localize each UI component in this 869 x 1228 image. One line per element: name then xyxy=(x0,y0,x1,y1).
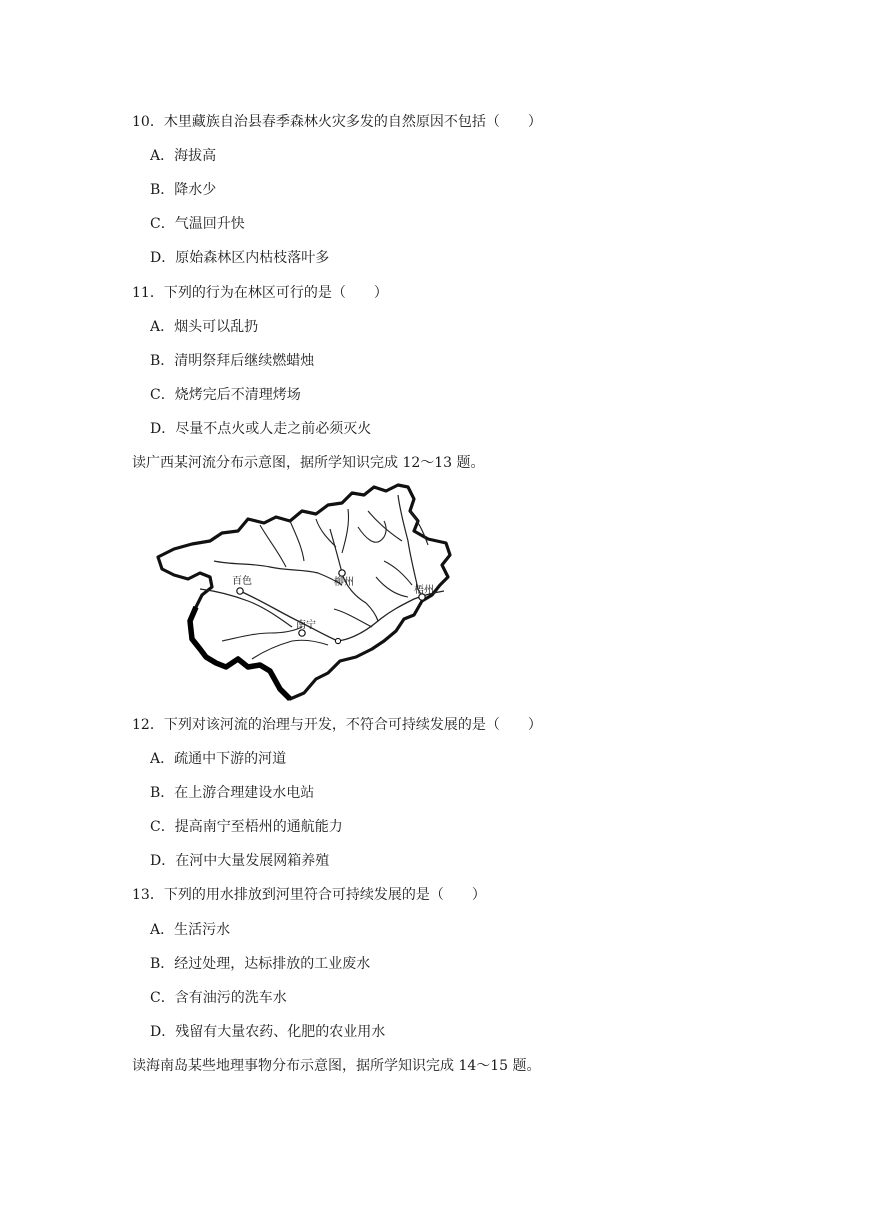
question-10-stem: 10．木里藏族自治县春季森林火灾多发的自然原因不包括（ ） xyxy=(132,114,542,130)
guangxi-river-map xyxy=(152,481,452,705)
city-label-baise: 百色 xyxy=(232,576,252,587)
river-zuojiang xyxy=(222,627,302,641)
question-13-option-a: A．生活污水 xyxy=(150,922,231,938)
city-label-liuzhou: 柳州 xyxy=(334,577,354,588)
question-11-option-d: D．尽量不点火或人走之前必须灭火 xyxy=(150,421,372,437)
question-10-option-a: A．海拔高 xyxy=(150,148,217,164)
question-11-option-a: A．烟头可以乱扔 xyxy=(150,319,259,335)
city-marker-baise xyxy=(237,588,243,594)
river-liujiang xyxy=(330,529,378,621)
river-tributary xyxy=(290,521,304,561)
river-tributary xyxy=(368,511,402,541)
question-13-option-d: D．残留有大量农药、化肥的农业用水 xyxy=(150,1024,386,1040)
question-11-stem: 11．下列的行为在林区可行的是（ ） xyxy=(132,285,388,301)
question-13-option-c: C．含有油污的洗车水 xyxy=(150,990,287,1006)
question-11-option-c: C．烧烤完后不清理烤场 xyxy=(150,387,301,403)
river-tributary xyxy=(316,519,336,547)
question-10-option-b: B．降水少 xyxy=(150,182,217,198)
question-13-option-b: B．经过处理，达标排放的工业废水 xyxy=(150,956,371,972)
river-tributary xyxy=(252,640,328,659)
border-thick-segment xyxy=(190,607,290,699)
question-12-option-c: C．提高南宁至梧州的通航能力 xyxy=(150,819,343,835)
reading-prompt-hainan: 读海南岛某些地理事物分布示意图，据所学知识完成 14～15 题。 xyxy=(132,1058,541,1074)
river-tributary xyxy=(334,609,372,627)
question-12-stem: 12．下列对该河流的治理与开发，不符合可持续发展的是（ ） xyxy=(132,717,542,733)
city-marker-liuzhou xyxy=(339,570,345,576)
city-label-wuzhou: 梧州 xyxy=(414,585,434,596)
reading-prompt-guangxi: 读广西某河流分布示意图，据所学知识完成 12～13 题。 xyxy=(132,455,485,471)
question-10-option-d: D．原始森林区内枯枝落叶多 xyxy=(150,250,330,266)
question-12-option-d: D．在河中大量发展网箱养殖 xyxy=(150,853,330,869)
question-10-option-c: C．气温回升快 xyxy=(150,216,245,232)
river-tributary xyxy=(342,509,349,553)
river-tributary xyxy=(358,521,386,542)
city-marker xyxy=(335,638,340,643)
question-11-option-b: B．清明祭拜后继续燃蜡烛 xyxy=(150,353,315,369)
city-label-nanning: 南宁 xyxy=(296,620,316,631)
river-tributary xyxy=(260,525,286,567)
river-tributary xyxy=(384,561,412,585)
province-boundary xyxy=(158,485,450,699)
question-13-stem: 13．下列的用水排放到河里符合可持续发展的是（ ） xyxy=(132,887,486,903)
river-tributary xyxy=(376,577,408,597)
river-youjiang xyxy=(200,589,292,627)
question-12-option-b: B．在上游合理建设水电站 xyxy=(150,785,315,801)
question-12-option-a: A．疏通中下游的河道 xyxy=(150,751,287,767)
